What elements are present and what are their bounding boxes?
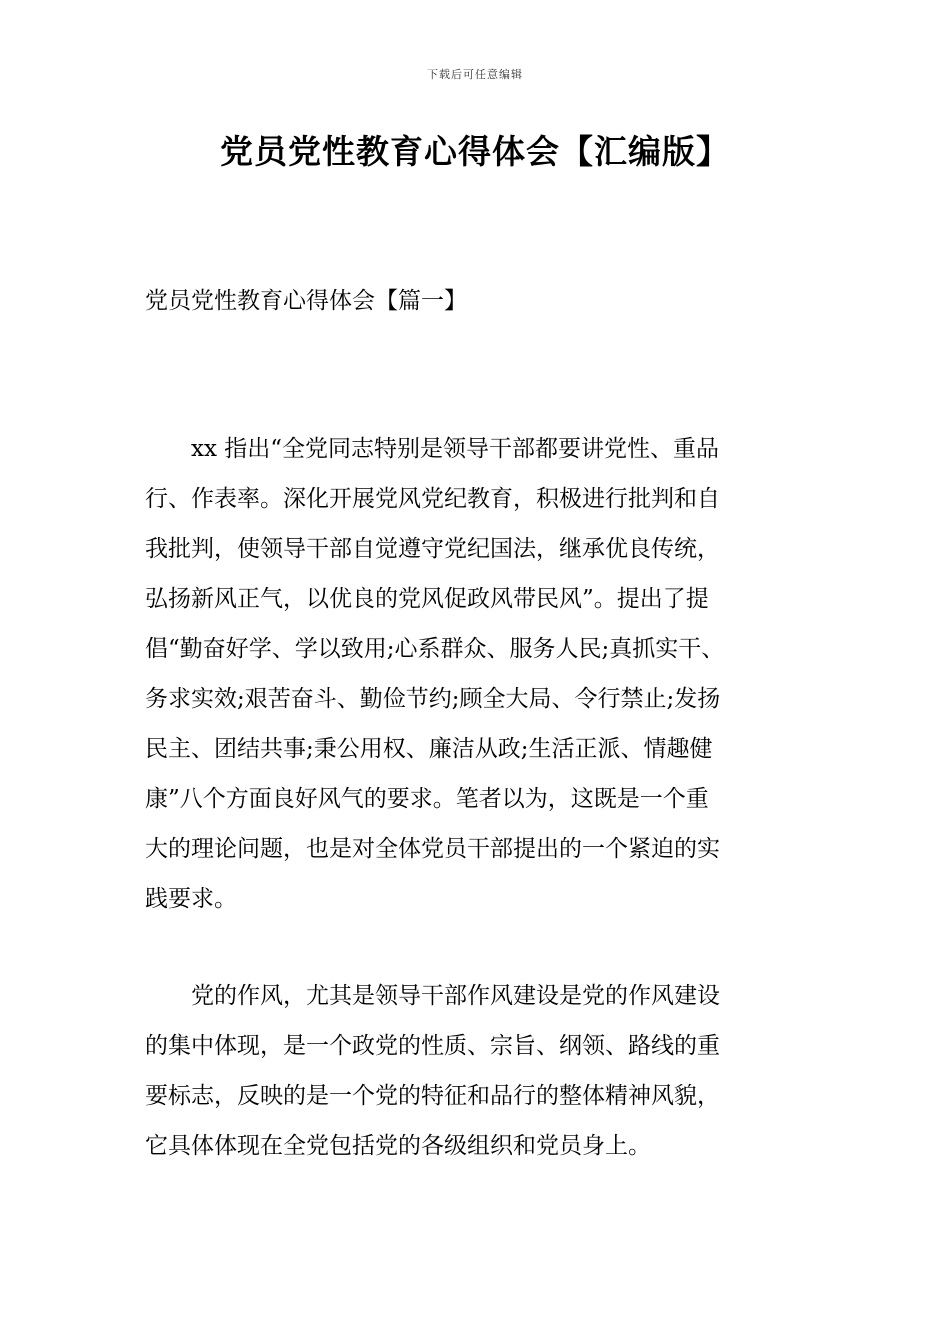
paragraph-line: 它具体体现在全党包括党的各级组织和党员身上。 [145,1133,651,1159]
section-title: 党员党性教育心得体会【篇一】 [145,288,467,314]
paragraph-line: 行、作表率。深化开展党风党纪教育，积极进行批判和自 [145,486,720,512]
paragraph-line: 要标志，反映的是一个党的特征和品行的整体精神风貌， [145,1083,720,1109]
paragraph-line: 倡“勤奋好学、学以致用;心系群众、服务人民;真抓实干、 [145,636,725,662]
paragraph-1 [145,424,825,924]
paragraph-line: 民主、团结共事;秉公用权、廉洁从政;生活正派、情趣健 [145,736,713,762]
paragraph-line: 践要求。 [145,886,237,912]
paragraph-line: 的集中体现，是一个政党的性质、宗旨、纲领、路线的重 [145,1033,720,1059]
paragraph-line: xx 指出“全党同志特别是领导干部都要讲党性、重品 [145,436,720,462]
document-title: 党员党性教育心得体会【汇编版】 [220,132,730,171]
paragraph-line: 我批判，使领导干部自觉遵守党纪国法，继承优良传统， [145,536,720,562]
paragraph-line: 大的理论问题，也是对全体党员干部提出的一个紧迫的实 [145,836,720,862]
paragraph-line: 弘扬新风正气，以优良的党风促政风带民风”。提出了提 [145,586,709,612]
paragraph-line: 务求实效;艰苦奋斗、勤俭节约;顾全大局、令行禁止;发扬 [145,686,721,712]
paragraph-line: 党的作风，尤其是领导干部作风建设是党的作风建设 [145,983,720,1009]
paragraph-2 [145,971,825,1171]
header-note: 下载后可任意编辑 [427,68,523,81]
paragraph-line: 康”八个方面良好风气的要求。笔者以为，这既是一个重 [145,786,709,812]
